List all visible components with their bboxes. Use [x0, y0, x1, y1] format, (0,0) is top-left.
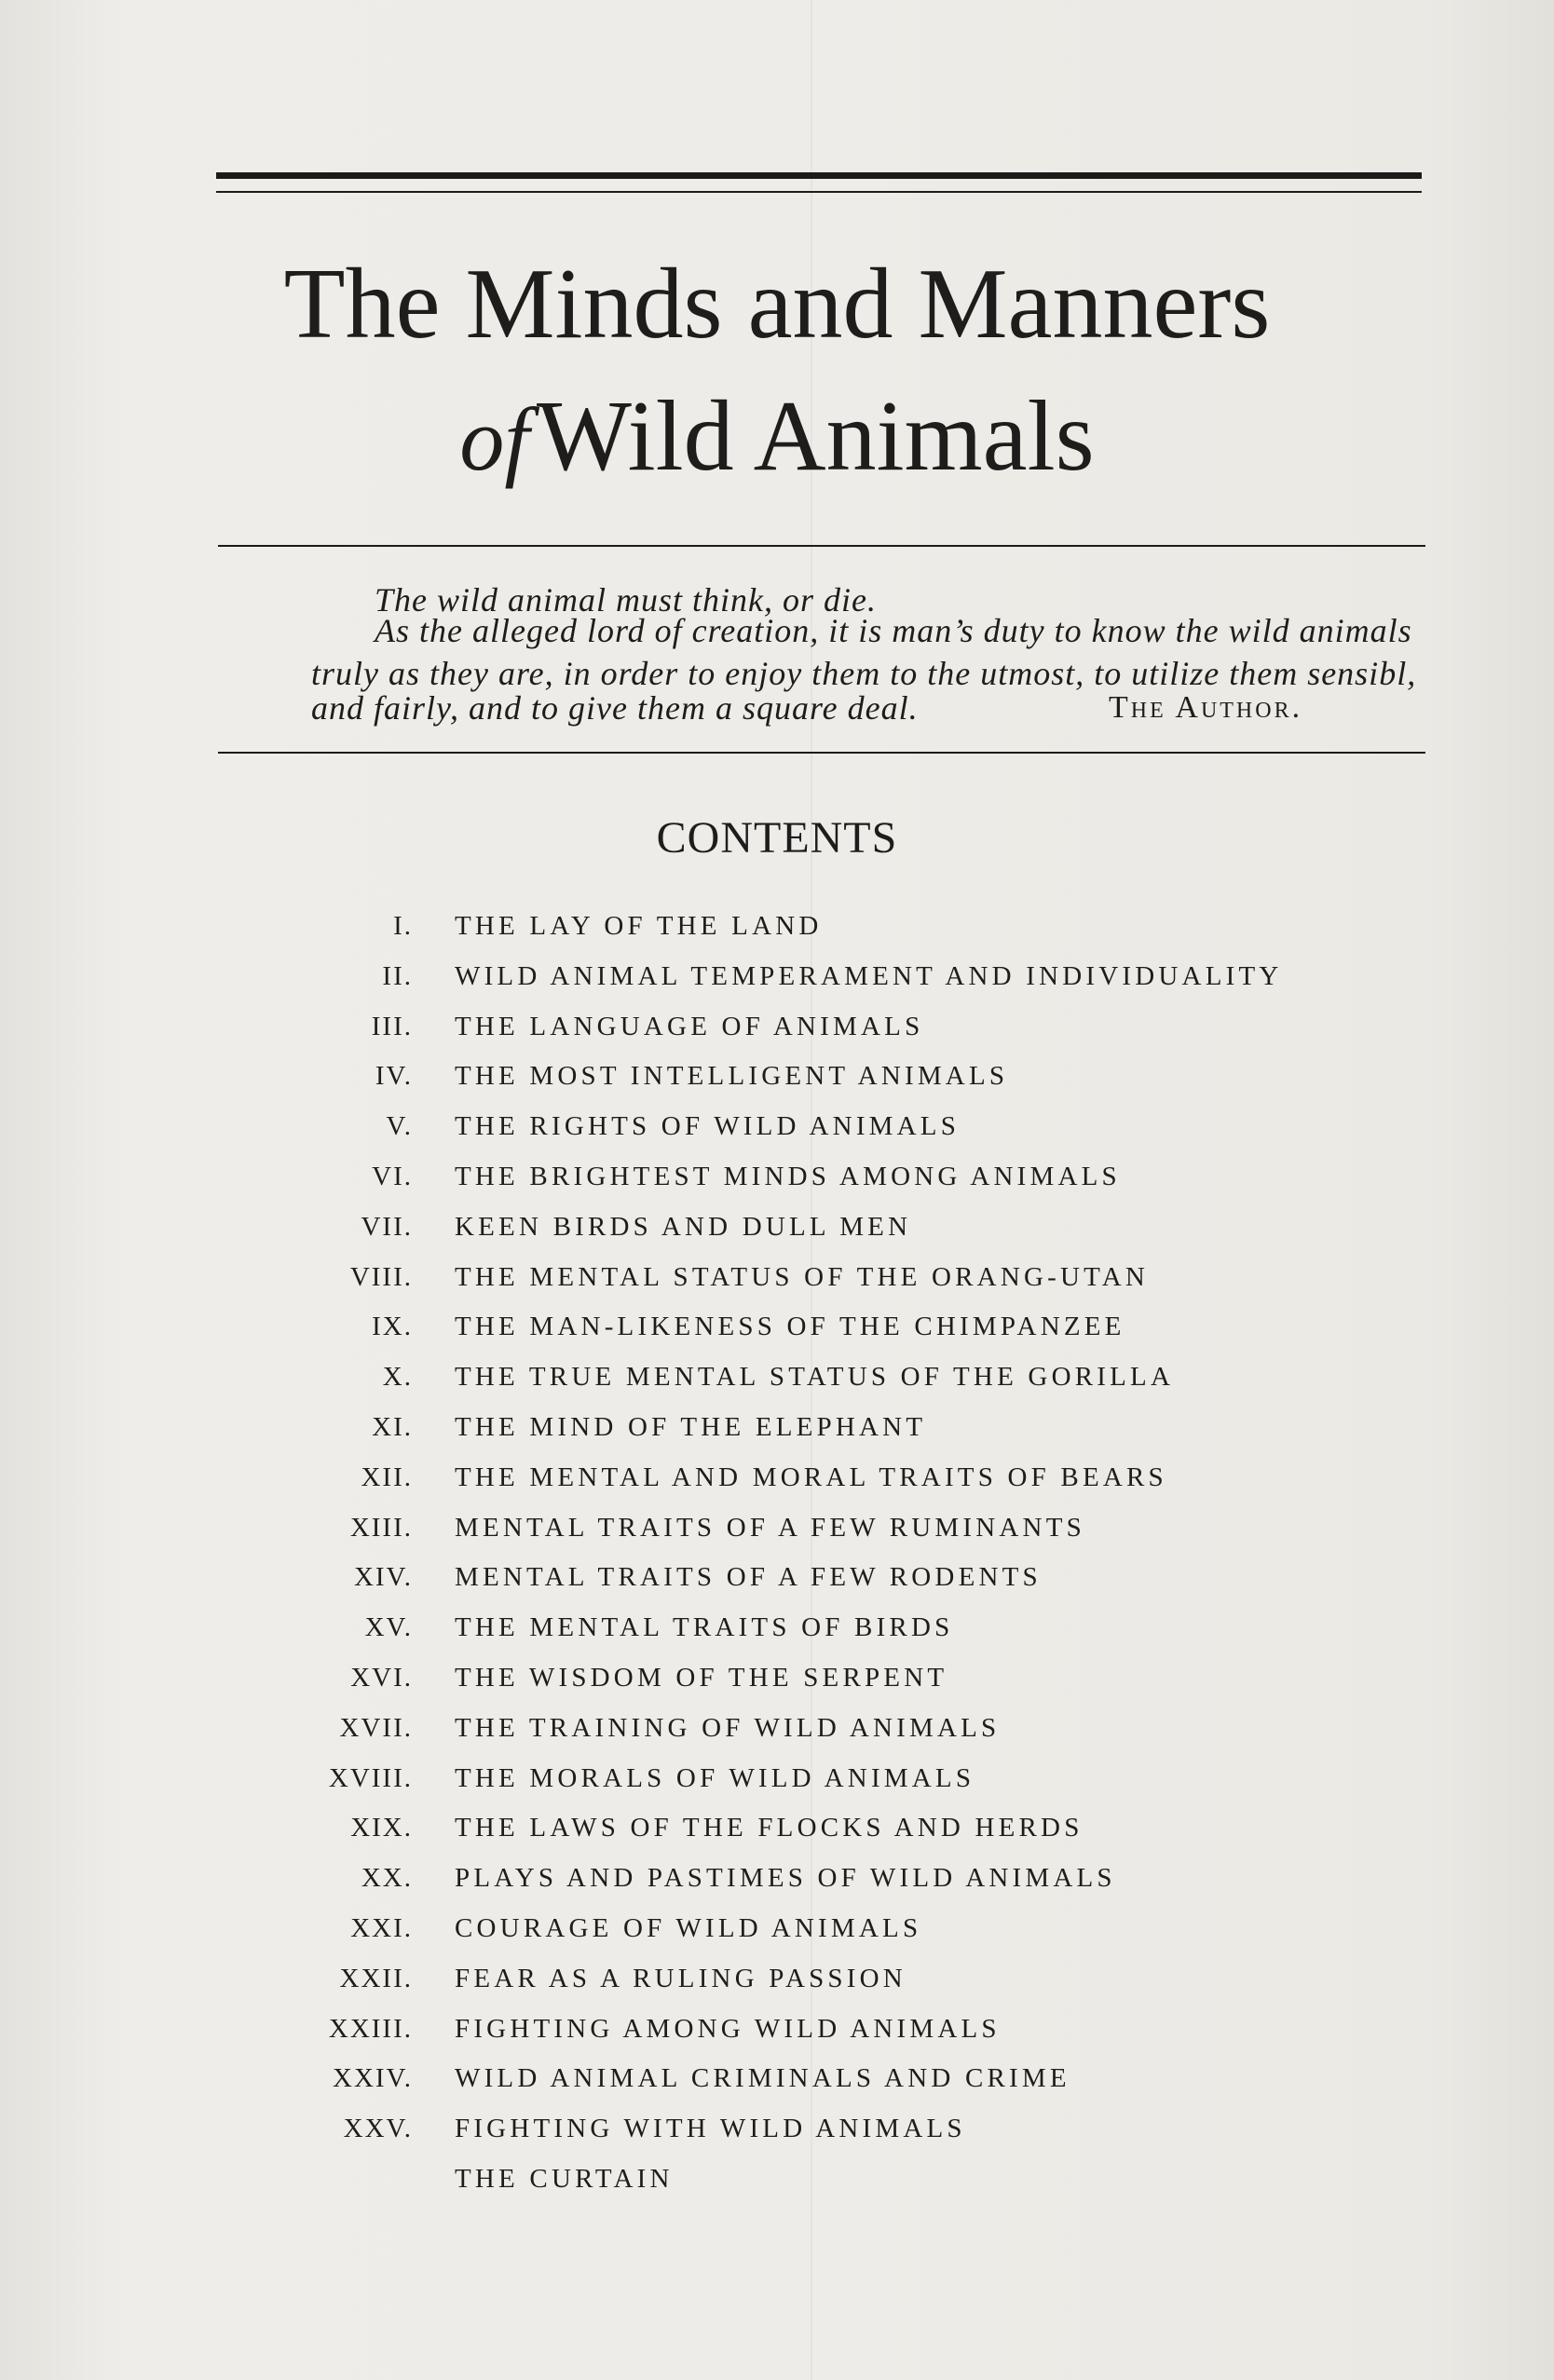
chapter-number: XXI. [350, 1912, 413, 1943]
chapter-number: XXIII. [328, 2013, 413, 2044]
chapter-number: I. [393, 911, 413, 941]
chapter-number: X. [382, 1362, 413, 1393]
epigraph-line-4: and fairly, and to give them a square deal. [311, 689, 919, 727]
toc-entry [0, 956, 1554, 1006]
chapter-title: THE MOST INTELLIGENT ANIMALS [455, 1061, 1009, 1092]
toc-entry [0, 1857, 1554, 1908]
toc-entry [0, 2108, 1554, 2158]
epigraph-author: The Author. [1109, 690, 1303, 725]
chapter-number: IX. [372, 1312, 413, 1342]
toc-entry [0, 905, 1554, 956]
chapter-title: COURAGE OF WILD ANIMALS [455, 1912, 922, 1943]
chapter-title: MENTAL TRAITS OF A FEW RODENTS [455, 1562, 1042, 1593]
chapter-number: XII. [361, 1462, 413, 1492]
top-thin-rule [216, 191, 1422, 193]
toc-entry [0, 1356, 1554, 1407]
chapter-title: THE MENTAL TRAITS OF BIRDS [455, 1612, 954, 1643]
chapter-number: V. [386, 1111, 413, 1142]
chapter-title: THE LAY OF THE LAND [455, 911, 823, 941]
chapter-title: THE RIGHTS OF WILD ANIMALS [455, 1111, 961, 1142]
title-line-1: The Minds and Manners [283, 249, 1271, 360]
epigraph-line-1: The wild animal must think, or die. [375, 581, 877, 619]
chapter-title: PLAYS AND PASTIMES OF WILD ANIMALS [455, 1863, 1116, 1894]
chapter-title: THE TRUE MENTAL STATUS OF THE GORILLA [455, 1362, 1175, 1393]
chapter-number: XI. [372, 1411, 413, 1442]
toc-entry [0, 1006, 1554, 1056]
top-thick-rule [216, 172, 1422, 179]
toc-entry [0, 1257, 1554, 1307]
title-of: of [459, 389, 530, 489]
epigraph-bottom-rule [218, 752, 1425, 754]
chapter-title: THE MENTAL STATUS OF THE ORANG-UTAN [455, 1261, 1149, 1292]
chapter-number: VII. [361, 1211, 413, 1242]
chapter-title: THE MENTAL AND MORAL TRAITS OF BEARS [455, 1462, 1167, 1492]
chapter-title: FIGHTING WITH WILD ANIMALS [455, 2114, 966, 2144]
chapter-title: THE LANGUAGE OF ANIMALS [455, 1011, 924, 1041]
toc-entry [0, 1306, 1554, 1356]
chapter-title: THE CURTAIN [455, 2163, 674, 2194]
chapter-title: THE BRIGHTEST MINDS AMONG ANIMALS [455, 1161, 1121, 1191]
toc-entry [0, 2008, 1554, 2059]
toc-entry [0, 1206, 1554, 1257]
chapter-title: KEEN BIRDS AND DULL MEN [455, 1211, 912, 1242]
chapter-title: FIGHTING AMONG WILD ANIMALS [455, 2013, 1001, 2044]
epigraph-line-3: truly as they are, in order to enjoy them to the utmost, to utilize them sensibl, [311, 655, 1417, 692]
chapter-number: IV. [375, 1061, 413, 1092]
chapter-title: THE MIND OF THE ELEPHANT [455, 1411, 927, 1442]
chapter-number: XX. [361, 1863, 413, 1894]
epigraph-line-2: As the alleged lord of creation, it is man’s duty to know the wild animals [375, 612, 1412, 649]
toc-entry [0, 1507, 1554, 1557]
table-of-contents [0, 905, 1554, 2209]
chapter-number: XIII. [349, 1512, 413, 1543]
chapter-number: III. [371, 1011, 413, 1041]
toc-entry [0, 1156, 1554, 1206]
chapter-number: VIII. [349, 1261, 413, 1292]
toc-entry [0, 1707, 1554, 1758]
toc-entry [0, 1958, 1554, 2008]
chapter-number: II. [382, 960, 413, 991]
chapter-number: XVI. [350, 1662, 413, 1693]
toc-entry [0, 1407, 1554, 1457]
chapter-number: XXIV. [333, 2063, 413, 2094]
contents-heading: CONTENTS [656, 813, 898, 863]
toc-entry [0, 1055, 1554, 1106]
chapter-title: THE TRAINING OF WILD ANIMALS [455, 1712, 1001, 1743]
title-line-2 [0, 376, 1554, 500]
toc-entry [0, 1908, 1554, 1958]
chapter-number: XVIII. [328, 1762, 413, 1793]
toc-entry [0, 2058, 1554, 2108]
chapter-title: MENTAL TRAITS OF A FEW RUMINANTS [455, 1512, 1085, 1543]
chapter-number: VI. [372, 1161, 413, 1191]
toc-entry [0, 1807, 1554, 1857]
chapter-title: THE LAWS OF THE FLOCKS AND HERDS [455, 1813, 1084, 1843]
toc-entry [0, 1557, 1554, 1607]
toc-entry [0, 1106, 1554, 1156]
chapter-title: THE WISDOM OF THE SERPENT [455, 1662, 948, 1693]
chapter-number: XIV. [353, 1562, 413, 1593]
toc-entry [0, 2158, 1554, 2209]
chapter-title: WILD ANIMAL TEMPERAMENT AND INDIVIDUALITY [455, 960, 1283, 991]
toc-entry [0, 1657, 1554, 1707]
chapter-title: WILD ANIMAL CRIMINALS AND CRIME [455, 2063, 1070, 2094]
chapter-title: FEAR AS A RULING PASSION [455, 1963, 906, 1993]
toc-entry [0, 1457, 1554, 1507]
chapter-number: XXII. [339, 1963, 413, 1993]
toc-entry [0, 1758, 1554, 1808]
chapter-number: XVII. [339, 1712, 413, 1743]
epigraph-top-rule [218, 545, 1425, 547]
chapter-title: THE MAN-LIKENESS OF THE CHIMPANZEE [455, 1312, 1125, 1342]
chapter-number: XIX. [350, 1813, 413, 1843]
chapter-title: THE MORALS OF WILD ANIMALS [455, 1762, 975, 1793]
title-line-2-text: Wild Animals [537, 381, 1095, 492]
chapter-number: XV. [364, 1612, 413, 1643]
chapter-number: XXV. [343, 2114, 413, 2144]
toc-entry [0, 1607, 1554, 1657]
